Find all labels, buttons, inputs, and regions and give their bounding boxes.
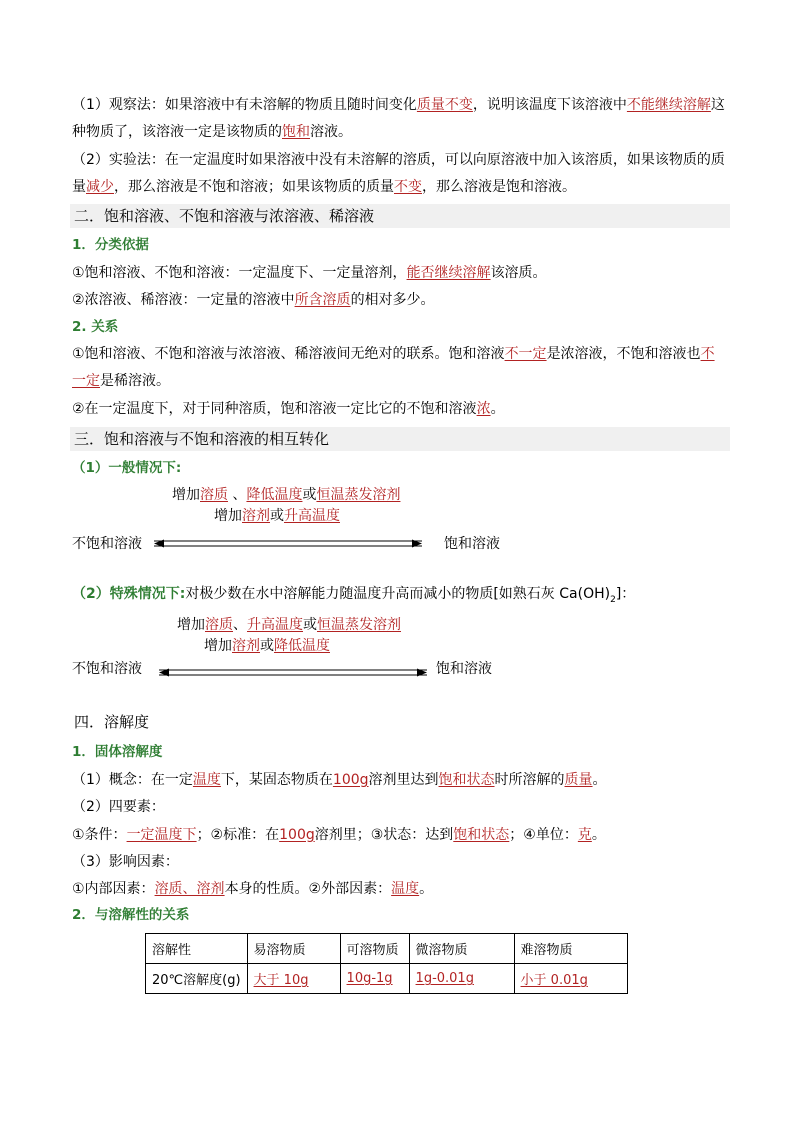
subsection-heading: （2）特殊情况下: [72, 586, 186, 602]
answer-blank: 能否继续溶解 [406, 265, 491, 281]
sec2-1-line1: ①饱和溶液、不饱和溶液：一定温度下、一定量溶剂，能否继续溶解该溶质。 [72, 265, 547, 281]
answer-blank: 升高温度 [284, 508, 340, 524]
answer-blank: 溶剂 [232, 638, 260, 654]
factors-label: （3）影响因素： [72, 854, 179, 870]
concept-line: （1）概念：在一定温度下，某固态物质在100g溶剂里达到饱和状态时所溶解的质量。 [72, 772, 607, 788]
unsaturated-label: 不饱和溶液 [72, 661, 142, 677]
answer-blank: 饱和状态 [438, 772, 495, 788]
subsection-heading: 1．固体溶解度 [72, 744, 163, 760]
table-row [146, 964, 628, 994]
factors-line: ①内部因素：溶质、溶剂本身的性质。②外部因素：温度。 [72, 881, 434, 897]
answer-blank: 降低温度 [274, 638, 330, 654]
answer-blank: 100g [279, 827, 315, 843]
answer-blank: 质量 [564, 772, 593, 788]
unsaturated-label: 不饱和溶液 [72, 536, 142, 552]
answer-blank: 一定 [72, 373, 100, 389]
table-cell: 大于 10g [247, 964, 340, 994]
method1-line2: 种物质了，该溶液一定是该物质的饱和溶液。 [72, 124, 352, 140]
answer-blank: 升高温度 [247, 617, 303, 633]
section-title: 四．溶解度 [70, 710, 730, 734]
answer-blank: 溶质、溶剂 [154, 881, 225, 897]
answer-blank: 一定温度下 [126, 827, 197, 843]
answer-blank: 浓 [476, 401, 491, 417]
answer-blank: 所含溶质 [294, 292, 351, 308]
subsection-heading: 1．分类依据 [72, 237, 149, 253]
answer-blank: 不变 [394, 179, 422, 195]
answer-blank: 质量不变 [416, 97, 473, 113]
answer-blank: 不 [700, 346, 715, 362]
answer-blank: 恒温蒸发溶剂 [317, 617, 401, 633]
table-cell: 1g-0.01g [409, 964, 514, 994]
method2-line2: 量减少，那么溶液是不饱和溶液；如果该物质的质量不变，那么溶液是饱和溶液。 [72, 179, 576, 195]
saturated-label: 饱和溶液 [436, 661, 492, 677]
answer-blank: 溶质 [205, 617, 233, 633]
table-header-cell: 溶解性 [146, 934, 248, 964]
special-case-line: （2）特殊情况下:对极少数在水中溶解能力随温度升高而减小的物质[如熟石灰 $Ca(OH)_2$]： [72, 586, 636, 605]
double-arrow-icon [150, 537, 426, 551]
table-header-cell: 难溶物质 [514, 934, 627, 964]
table-header-cell: 微溶物质 [409, 934, 514, 964]
table-header-cell: 易溶物质 [247, 934, 340, 964]
answer-blank: 饱和状态 [453, 827, 510, 843]
answer-blank: 溶质 [200, 487, 228, 503]
answer-blank: 减少 [86, 179, 114, 195]
table-cell: 10g-1g [340, 964, 409, 994]
section-title: 三．饱和溶液与不饱和溶液的相互转化 [70, 427, 730, 451]
table-header-cell: 可溶物质 [340, 934, 409, 964]
answer-blank: 恒温蒸发溶剂 [316, 487, 401, 503]
answer-blank: 不能继续溶解 [626, 97, 711, 113]
sec2-2-line2: 一定是稀溶液。 [72, 373, 170, 389]
four-elements-label: （2）四要素： [72, 799, 165, 815]
method2-line1: （2）实验法：在一定温度时如果溶液中没有未溶解的溶质，可以向原溶液中加入该溶质，如果该物质的质 [72, 152, 725, 168]
general-forward-condition: 增加溶质 、降低温度或恒温蒸发溶剂 [172, 487, 401, 503]
table-row-label: 20℃溶解度(g) [146, 964, 248, 994]
sec2-2-line3: ②在一定温度下，对于同种溶质，饱和溶液一定比它的不饱和溶液浓。 [72, 401, 505, 417]
table-header-row [146, 934, 628, 964]
special-forward-condition: 增加溶质、升高温度或恒温蒸发溶剂 [177, 617, 401, 633]
answer-blank: 100g [332, 772, 369, 788]
answer-blank: 温度 [391, 881, 420, 897]
solubility-table [145, 933, 628, 994]
saturated-label: 饱和溶液 [444, 536, 500, 552]
answer-blank: 降低温度 [246, 487, 303, 503]
subsection-heading: 2. 关系 [72, 319, 119, 335]
sec2-2-line1: ①饱和溶液、不饱和溶液与浓溶液、稀溶液间无绝对的联系。饱和溶液不一定是浓溶液，不饱和溶液也不 [72, 346, 715, 362]
answer-blank: 克 [577, 827, 592, 843]
table-cell: 小于 0.01g [514, 964, 627, 994]
four-elements-line: ①条件：一定温度下；②标准：在100g溶剂里；③状态：达到饱和状态；④单位：克。 [72, 827, 606, 843]
method1-line1: （1）观察法：如果溶液中有未溶解的物质且随时间变化质量不变，说明该温度下该溶液中不能继续溶解这 [72, 97, 725, 113]
answer-blank: 溶剂 [242, 508, 270, 524]
section-title: 二．饱和溶液、不饱和溶液与浓溶液、稀溶液 [70, 204, 730, 228]
double-arrow-icon [155, 666, 431, 680]
subsection-heading: 2．与溶解性的关系 [72, 907, 190, 923]
subsection-heading: （1）一般情况下: [72, 460, 182, 476]
general-reverse-condition: 增加溶剂或升高温度 [214, 508, 340, 524]
answer-blank: 饱和 [282, 124, 310, 140]
sec2-1-line2: ②浓溶液、稀溶液：一定量的溶液中所含溶质的相对多少。 [72, 292, 435, 308]
special-reverse-condition: 增加溶剂或降低温度 [204, 638, 330, 654]
answer-blank: 温度 [192, 772, 221, 788]
answer-blank: 不一定 [504, 346, 547, 362]
